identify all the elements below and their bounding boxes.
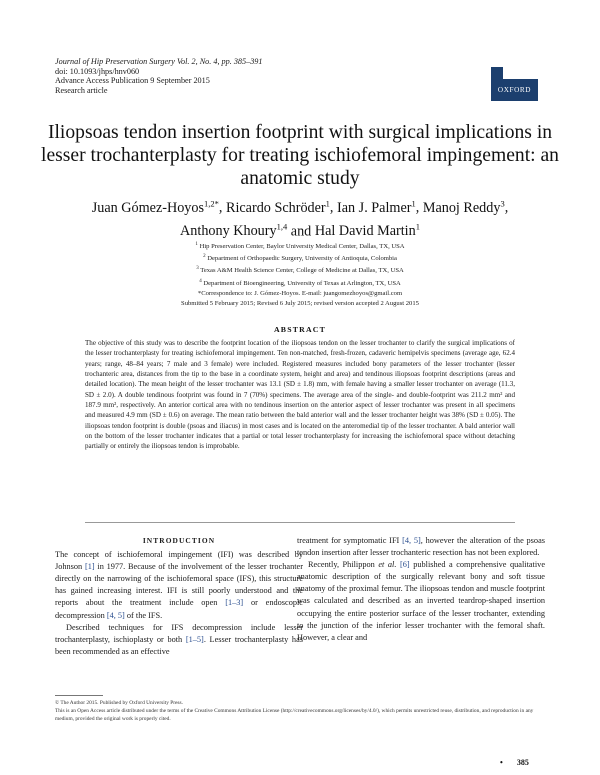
page-number (500, 758, 529, 767)
affiliation: $^4$ Department of Bioengineering, University of Texas at Arlington, TX, USA (199, 278, 401, 287)
footer-divider (55, 695, 103, 696)
body-paragraph: The concept of ischiofemoral impingement (IFI) was described by Johnson [1] in 1977. Because of the involvement of the lesser trochanter directly on the narrowing of the ischiofemoral space (IFS), this structure has gained increasing interest. IFI is still poorly understood and the reports about the treatment include open [1–3] or endoscopic decompression [4, 5] of the IFS. (55, 550, 303, 620)
advance-access-date: Advance Access Publication 9 September 2015 (55, 76, 210, 86)
author[interactable]: Hal David Martin$^1$ (314, 221, 420, 240)
introduction-heading: INTRODUCTION (142, 536, 216, 545)
body-paragraph: treatment for symptomatic IFI [4, 5], however the alteration of the psoas tendon insertion after lesser trochanteric resection has not been explored. (297, 536, 545, 558)
abstract-heading: ABSTRACT (273, 325, 327, 334)
citation-link[interactable]: [4, 5] (402, 536, 421, 545)
bullet-icon: • (500, 758, 503, 767)
citation-link[interactable]: [4, 5] (106, 610, 125, 620)
footer (55, 699, 545, 724)
authors-line-2: Anthony Khoury$^{1,4}$ and Hal David Martin$^1$ (180, 221, 420, 240)
article-title: Iliopsoas tendon insertion footprint with surgical implications in lesser trochanterplasty for treating ischiofemoral impingement: an anatomic study (41, 122, 559, 189)
affiliations (90, 240, 510, 309)
correspondence[interactable]: *Correspondence to: J. Gómez-Hoyos. E-mail: juangomezhoyos@gmail.com (197, 289, 403, 297)
citation-link[interactable]: [1] (84, 562, 95, 572)
affiliation: $^3$ Texas A&M Health Science Center, College of Medicine at Dallas, TX, USA (196, 266, 404, 275)
doi[interactable]: doi: 10.1093/jhps/hnv060 (55, 66, 140, 76)
author[interactable]: Manoj Reddy$^3$ (422, 198, 505, 216)
journal-meta (55, 57, 262, 95)
author[interactable]: Ian J. Palmer$^1$ (337, 198, 416, 216)
logo-square-icon (491, 67, 503, 79)
submission-dates: Submitted 5 February 2015; Revised 6 July 2015; revised version accepted 2 August 2015 (181, 299, 419, 307)
body-column-left (55, 535, 303, 658)
body-column-right (297, 535, 545, 644)
journal-citation: Journal of Hip Preservation Surgery Vol. 2, No. 4, pp. 385–391 (55, 57, 263, 66)
citation-link[interactable]: [1–5] (185, 634, 204, 644)
body-paragraph: Recently, Philippon et al. [6] published a comprehensive qualitative anatomic description of the surgically relevant bony and soft tissue anatomy of the proximal femur. The iliopsoas tendon and muscle footprint was calculated and described as an inverted teardrop-shaped insertion occupying the entire posterior surface of the lesser trochanter, extending to the junction of the inferior lesser trochanter with the femoral shaft. However, a clear and (297, 560, 546, 642)
author[interactable]: Ricardo Schröder$^1$ (225, 198, 330, 216)
article-type: Research article (55, 85, 108, 95)
author[interactable]: Juan Gómez-Hoyos$^{1,2*}$ (91, 198, 219, 216)
oxford-logo (491, 79, 538, 101)
body-paragraph: Described techniques for IFS decompression include lesser trochanterplasty, ischioplasty or both [1–5]. Lesser trochanterplasty has been recommended as an effective (55, 622, 303, 656)
citation-link[interactable]: [6] (399, 560, 410, 570)
affiliation: $^1$ Hip Preservation Center, Baylor University Medical Center, Dallas, TX, USA (195, 242, 405, 251)
abstract-divider (85, 522, 515, 523)
copyright-notice: © The Author 2015. Published by Oxford University Press. (55, 700, 183, 706)
authors-line-1: Juan Gómez-Hoyos$^{1,2*}$, Ricardo Schröder$^1$, Ian J. Palmer$^1$, Manoj Reddy$^3$, (91, 198, 509, 216)
affiliation: $^2$ Department of Orthopaedic Surgery, University of Antioquia, Colombia (203, 254, 397, 263)
logo-text: OXFORD (497, 86, 532, 94)
author-list (40, 194, 560, 241)
page-number-value: 385 (516, 758, 529, 767)
author[interactable]: Anthony Khoury$^{1,4}$ (180, 221, 288, 240)
abstract-text: The objective of this study was to describe the footprint location of the iliopsoas tendon on the lesser trochanter to clarify the surgical implications of the lesser trochanterplasty for treating ischiofemoral impingement. Ten non-matched, fresh-frozen, cadaveric hemipelvis specimens (average age, 62.4 years; range, 48–84 years; 7 male and 3 female) were included. Registered measures included bony parameters of the lesser trochanter (lesser trochanteric area, distances from the tip to the base in a coordinate system, height and area) and tendinous iliopsoas footprint descriptions (areas and detailed location). The mean height of the lesser trochanter was 13.1 (SD ± 1.8) mm, with female having a smaller lesser trochanter on average (11.3, SD ± 2.0). A double tendinous footprint was found in 7 (70%) specimens. The average area of the single- and double-footprint was 211.2 mm² and 187.9 mm², respectively. An anterior cortical area with no tendinous insertion on the anterior aspect of lesser trochanter was present in all specimens and measured 4.9 mm (SD ± 0.6) on average. The mean ratio between the bald anterior wall and the lesser trochanter height was 38% (SD ± 0.05). The iliopsoas tendon footprint is double (psoas and iliacus) in most cases and is located on the anteromedial tip of the lesser trochanter. A bald anterior wall on the bottom of the lesser trochanter indicates that a partial or total lesser trochanterplasty for increasing the ischiofemoral space without detaching partially or entirely the iliopsoas tendon is improbable. (85, 339, 515, 451)
license-notice: This is an Open Access article distributed under the terms of the Creative Commons Attribution License (http://creativecommons.org/licenses/by/4.0/), which permits unrestricted reuse, distribution, and reproduction in any medium, provided the original work is properly cited. (55, 708, 534, 723)
citation-link[interactable]: [1–3] (225, 598, 244, 608)
